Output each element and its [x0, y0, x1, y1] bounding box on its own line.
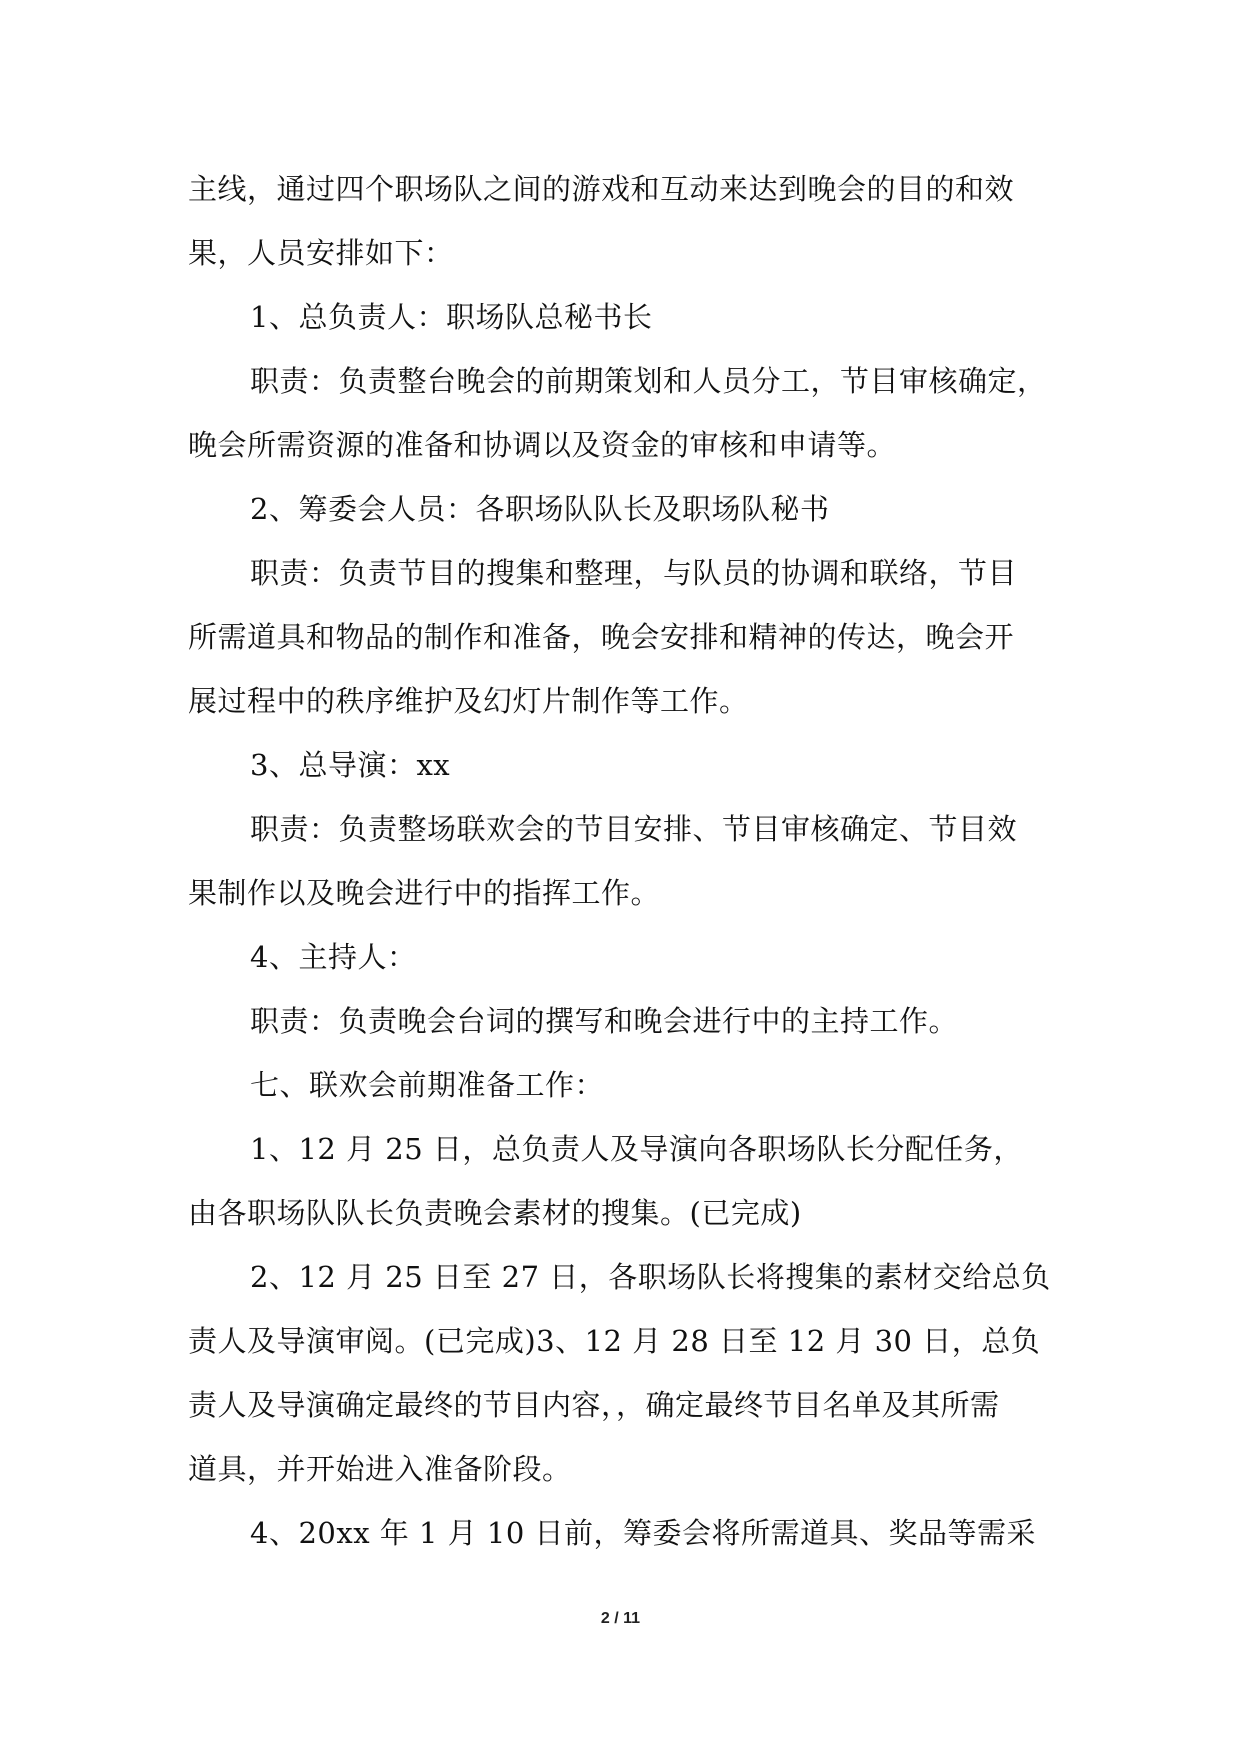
document-body [188, 157, 1058, 1565]
text-line: 职责：负责晚会台词的撰写和晚会进行中的主持工作。 [250, 1004, 959, 1038]
text-line: 责人及导演确定最终的节目内容，，确定最终节目名单及其所需 [188, 1388, 1000, 1422]
text-line: 道具，并开始进入准备阶段。 [188, 1452, 572, 1486]
text-line: 展过程中的秩序维护及幻灯片制作等工作。 [188, 684, 749, 718]
page-number: 2 / 11 [600, 1610, 641, 1627]
text-line: 职责：负责节目的搜集和整理，与队员的协调和联络，节目 [250, 556, 1018, 590]
text-line: 七、联欢会前期准备工作： [250, 1068, 605, 1102]
text-line: 责人及导演审阅。(已完成)3、12 月 28 日至 12 月 30 日，总负 [188, 1324, 1041, 1358]
text-line: 职责：负责整场联欢会的节目安排、节目审核确定、节目效 [250, 812, 1018, 846]
text-line: 4、20xx 年 1 月 10 日前，筹委会将所需道具、奖品等需采 [250, 1516, 1037, 1550]
text-line: 3、总导演：xx [250, 748, 451, 782]
text-line: 2、筹委会人员：各职场队队长及职场队秘书 [250, 492, 830, 526]
text-line: 1、12 月 25 日，总负责人及导演向各职场队长分配任务， [250, 1132, 1023, 1166]
text-line: 主线，通过四个职场队之间的游戏和互动来达到晚会的目的和效 [188, 172, 1015, 206]
text-line: 职责：负责整台晚会的前期策划和人员分工，节目审核确定， [250, 364, 1047, 398]
text-line: 1、总负责人：职场队总秘书长 [250, 300, 653, 334]
text-line: 由各职场队队长负责晚会素材的搜集。(已完成) [188, 1196, 802, 1230]
text-line: 所需道具和物品的制作和准备，晚会安排和精神的传达，晚会开 [188, 620, 1015, 654]
text-line: 4、主持人： [250, 940, 417, 974]
text-line: 果制作以及晚会进行中的指挥工作。 [188, 876, 661, 910]
text-line: 果，人员安排如下： [188, 236, 454, 270]
text-line: 2、12 月 25 日至 27 日，各职场队长将搜集的素材交给总负 [250, 1260, 1051, 1294]
text-line: 晚会所需资源的准备和协调以及资金的审核和申请等。 [188, 428, 897, 462]
